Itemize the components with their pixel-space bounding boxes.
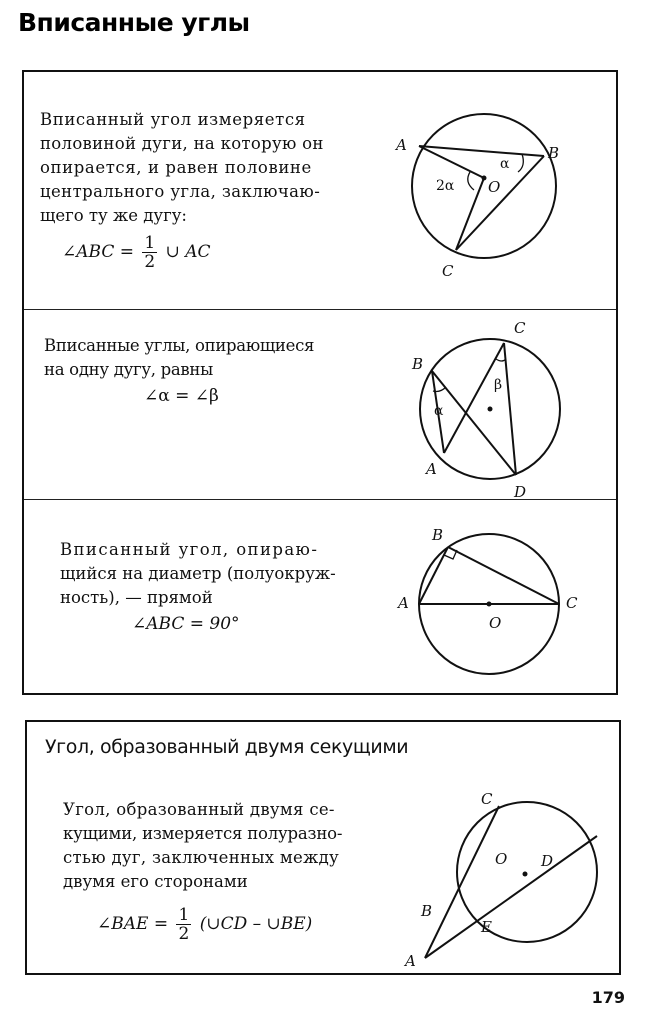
label-A: A bbox=[398, 594, 409, 612]
inscribed-angles-box bbox=[22, 70, 618, 695]
text-line: двумя его сторонами bbox=[63, 872, 248, 891]
text-line: Вписанный угол, опираю- bbox=[60, 540, 319, 559]
label-C: C bbox=[481, 790, 493, 808]
formula-lhs: ∠ABC = bbox=[62, 242, 134, 262]
label-B: B bbox=[412, 355, 424, 373]
secants-text bbox=[63, 798, 342, 894]
section-divider bbox=[24, 309, 616, 310]
label-C: C bbox=[442, 262, 454, 280]
secants-box bbox=[25, 720, 621, 975]
page-number: 179 bbox=[591, 988, 625, 1007]
text-line: половиной дуги, на которую он bbox=[40, 134, 324, 153]
label-D: D bbox=[541, 852, 554, 870]
center-point bbox=[488, 407, 493, 412]
label-A: A bbox=[396, 136, 407, 154]
label-O: O bbox=[489, 614, 502, 632]
chord-AB bbox=[419, 547, 448, 604]
fraction-denominator: 2 bbox=[144, 252, 156, 272]
label-B: B bbox=[432, 526, 444, 544]
formula-lhs: ∠BAE = bbox=[97, 914, 169, 934]
text-line: Вписанный угол измеряется bbox=[40, 110, 306, 129]
text-line: на одну дугу, равны bbox=[44, 360, 213, 379]
label-2alpha: 2α bbox=[436, 178, 455, 194]
label-C: C bbox=[514, 319, 526, 337]
diameter-text bbox=[60, 538, 336, 610]
label-A: A bbox=[426, 460, 437, 478]
label-A: A bbox=[405, 952, 416, 970]
label-D: D bbox=[514, 483, 527, 501]
fraction-numerator: 1 bbox=[144, 233, 156, 253]
label-O: O bbox=[495, 850, 508, 868]
page-title: Вписанные углы bbox=[18, 8, 250, 37]
section-heading: Угол, образованный двумя секущими bbox=[45, 736, 409, 758]
same-arc-figure bbox=[408, 317, 588, 507]
formula-rhs: (∪CD – ∪BE) bbox=[199, 914, 313, 934]
text-line: Вписанные углы, опирающиеся bbox=[44, 336, 315, 355]
chord-CD bbox=[504, 343, 516, 475]
secants-formula bbox=[97, 906, 312, 943]
circle bbox=[412, 114, 556, 258]
chord-BD bbox=[432, 371, 516, 475]
fraction-numerator: 1 bbox=[178, 905, 190, 925]
formula-rhs: ∪ AC bbox=[165, 242, 211, 262]
label-O: O bbox=[488, 178, 501, 196]
same-arc-formula: ∠α = ∠β bbox=[144, 386, 219, 406]
label-beta: β bbox=[494, 377, 503, 393]
text-line: кущими, измеряется полуразно- bbox=[63, 824, 343, 843]
fraction bbox=[176, 906, 191, 943]
center-point bbox=[482, 176, 487, 181]
fraction-denominator: 2 bbox=[178, 924, 190, 944]
inscribed-angle-figure bbox=[384, 108, 584, 288]
diameter-figure bbox=[392, 522, 592, 692]
center-point bbox=[523, 872, 528, 877]
text-line: опирается, и равен половине bbox=[40, 158, 312, 177]
center-point bbox=[487, 602, 492, 607]
label-B: B bbox=[421, 902, 433, 920]
chord-BC bbox=[448, 547, 559, 604]
text-line: центрального угла, заключаю- bbox=[40, 182, 321, 201]
section-divider bbox=[24, 499, 616, 500]
inscribed-angle-formula bbox=[62, 234, 211, 271]
label-alpha: α bbox=[434, 403, 444, 419]
inscribed-angle-text bbox=[40, 108, 324, 228]
label-C: C bbox=[566, 594, 578, 612]
diameter-formula: ∠ABC = 90° bbox=[132, 614, 240, 634]
radius-OC bbox=[456, 178, 484, 250]
label-E: E bbox=[481, 918, 492, 936]
angle-arc-2alpha bbox=[468, 172, 474, 190]
text-line: Угол, образованный двумя се- bbox=[63, 800, 335, 819]
fraction bbox=[142, 234, 157, 271]
same-arc-text bbox=[44, 334, 314, 382]
secants-figure bbox=[397, 782, 607, 982]
label-B: B bbox=[548, 144, 560, 162]
text-line: ность), — прямой bbox=[60, 588, 213, 607]
text-line: щего ту же дугу: bbox=[40, 206, 187, 225]
text-line: щийся на диаметр (полуокруж- bbox=[60, 564, 336, 583]
text-line: стью дуг, заключенных между bbox=[63, 848, 340, 867]
angle-arc-alpha bbox=[518, 154, 523, 172]
label-alpha: α bbox=[500, 156, 510, 172]
